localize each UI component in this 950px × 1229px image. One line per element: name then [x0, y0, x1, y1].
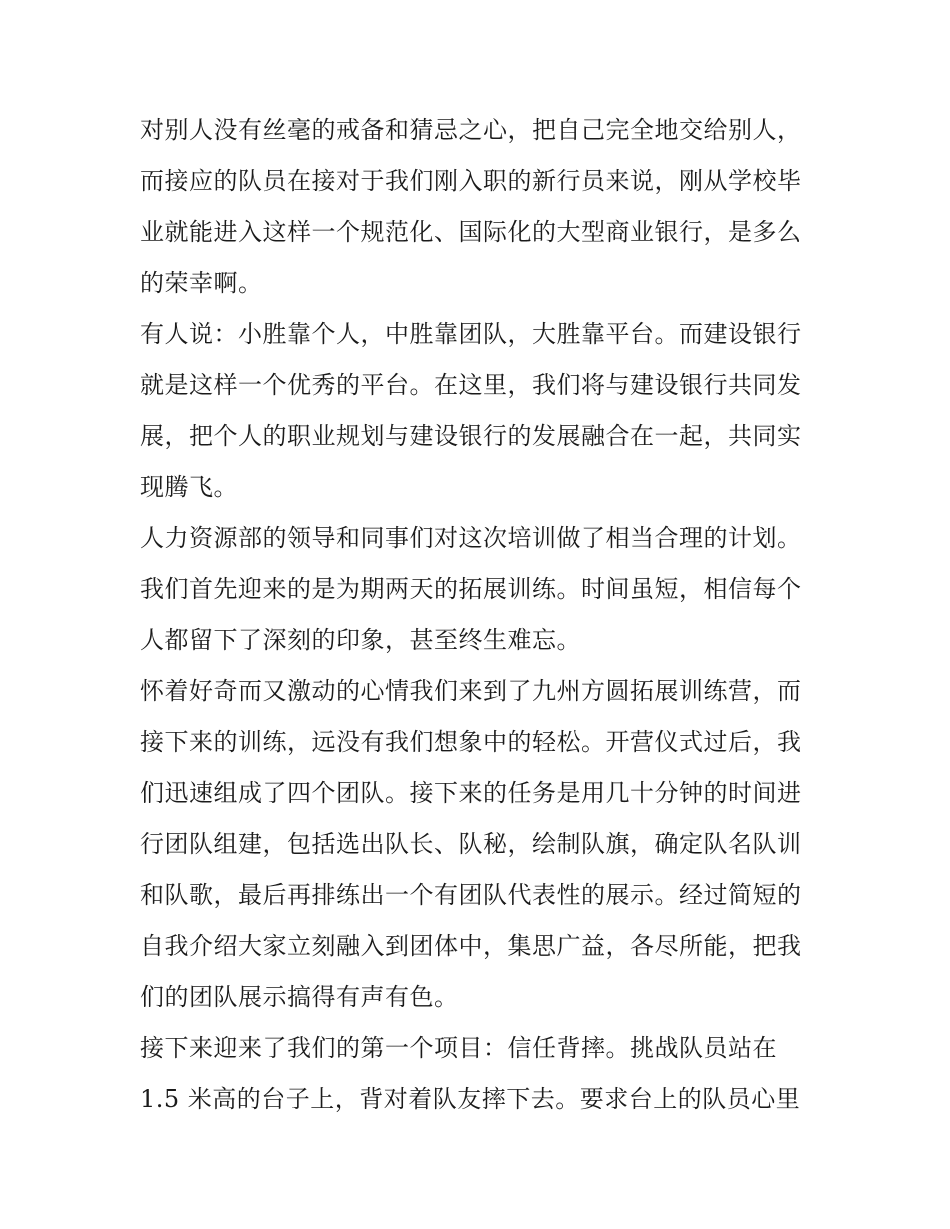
text-line: 就是这样一个优秀的平台。在这里，我们将与建设银行共同发	[140, 371, 802, 399]
text-line: 自我介绍大家立刻融入到团体中，集思广益，各尽所能，把我	[140, 932, 802, 960]
text-line: 业就能进入这样一个规范化、国际化的大型商业银行，是多么	[140, 218, 802, 246]
text-line: 人力资源部的领导和同事们对这次培训做了相当合理的计划。	[140, 524, 802, 552]
text-line: 们迅速组成了四个团队。接下来的任务是用几十分钟的时间进	[140, 779, 802, 807]
text-line: 接下来的训练，远没有我们想象中的轻松。开营仪式过后，我	[140, 728, 802, 756]
text-line: 的荣幸啊。	[140, 269, 263, 297]
text-line: 有人说：小胜靠个人，中胜靠团队，大胜靠平台。而建设银行	[140, 320, 802, 348]
text-line: 展，把个人的职业规划与建设银行的发展融合在一起，共同实	[140, 422, 802, 450]
text-line: 现腾飞。	[140, 473, 238, 501]
text-line: 我们首先迎来的是为期两天的拓展训练。时间虽短，相信每个	[140, 575, 802, 603]
document-body	[140, 105, 820, 1125]
text-line: 对别人没有丝毫的戒备和猜忌之心，把自己完全地交给别人，	[140, 116, 802, 144]
text-line: 行团队组建，包括选出队长、队秘，绘制队旗，确定队名队训	[140, 830, 802, 858]
text-line: 人都留下了深刻的印象，甚至终生难忘。	[140, 626, 581, 654]
text-line: 1.5 米高的台子上，背对着队友摔下去。要求台上的队员心里	[140, 1085, 801, 1113]
text-line: 而接应的队员在接对于我们刚入职的新行员来说，刚从学校毕	[140, 167, 802, 195]
text-line: 和队歌，最后再排练出一个有团队代表性的展示。经过简短的	[140, 881, 802, 909]
text-line: 们的团队展示搞得有声有色。	[140, 983, 459, 1011]
text-line: 接下来迎来了我们的第一个项目：信任背摔。挑战队员站在	[140, 1034, 777, 1062]
text-line: 怀着好奇而又激动的心情我们来到了九州方圆拓展训练营，而	[140, 677, 802, 705]
